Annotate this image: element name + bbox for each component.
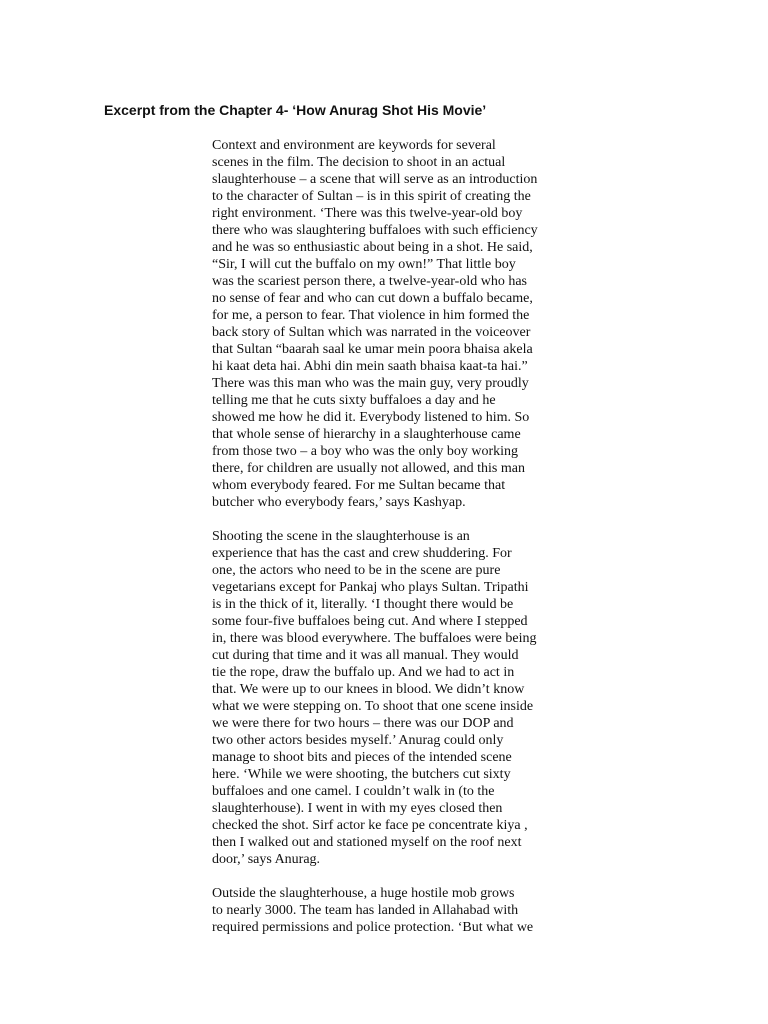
text-line: in, there was blood everywhere. The buffaloes were being bbox=[212, 631, 537, 646]
text-line: required permissions and police protection. ‘But what we bbox=[212, 920, 534, 935]
text-line: slaughterhouse – a scene that will serve as an introduction bbox=[212, 172, 538, 187]
text-line: Outside the slaughterhouse, a huge hostile mob grows bbox=[212, 886, 515, 901]
paragraph bbox=[212, 885, 582, 936]
text-line: what we were stepping on. To shoot that one scene inside bbox=[212, 699, 534, 714]
text-line: There was this man who was the main guy, very proudly bbox=[212, 376, 529, 391]
text-line: that. We were up to our knees in blood. We didn’t know bbox=[212, 682, 525, 697]
excerpt-body bbox=[212, 137, 582, 953]
text-line: from those two – a boy who was the only boy working bbox=[212, 444, 519, 459]
text-line: scenes in the film. The decision to shoot in an actual bbox=[212, 155, 506, 170]
text-line: vegetarians except for Pankaj who plays Sultan. Tripathi bbox=[212, 580, 529, 595]
text-line: Shooting the scene in the slaughterhouse is an bbox=[212, 529, 470, 544]
text-line: Context and environment are keywords for several bbox=[212, 138, 496, 153]
text-line: slaughterhouse). I went in with my eyes closed then bbox=[212, 801, 503, 816]
text-line: cut during that time and it was all manual. They would bbox=[212, 648, 519, 663]
text-line: that whole sense of hierarchy in a slaughterhouse came bbox=[212, 427, 521, 442]
text-line: there who was slaughtering buffaloes with such efficiency bbox=[212, 223, 538, 238]
text-line: right environment. ‘There was this twelve-year-old boy bbox=[212, 206, 523, 221]
text-line: for me, a person to fear. That violence in him formed the bbox=[212, 308, 530, 323]
text-line: buffaloes and one camel. I couldn’t walk in (to the bbox=[212, 784, 495, 799]
text-line: that Sultan “baarah saal ke umar mein poora bhaisa akela bbox=[212, 342, 533, 357]
text-line: back story of Sultan which was narrated in the voiceover bbox=[212, 325, 531, 340]
text-line: no sense of fear and who can cut down a buffalo became, bbox=[212, 291, 533, 306]
text-line: door,’ says Anurag. bbox=[212, 852, 321, 867]
text-line: showed me how he did it. Everybody listened to him. So bbox=[212, 410, 530, 425]
text-line: two other actors besides myself.’ Anurag could only bbox=[212, 733, 504, 748]
text-line: checked the shot. Sirf actor ke face pe concentrate kiya , bbox=[212, 818, 528, 833]
text-line: telling me that he cuts sixty buffaloes a day and he bbox=[212, 393, 496, 408]
text-line: and he was so enthusiastic about being in a shot. He said, bbox=[212, 240, 533, 255]
text-line: manage to shoot bits and pieces of the intended scene bbox=[212, 750, 512, 765]
text-line: one, the actors who need to be in the scene are pure bbox=[212, 563, 501, 578]
text-line: whom everybody feared. For me Sultan became that bbox=[212, 478, 506, 493]
text-line: tie the rope, draw the buffalo up. And we had to act in bbox=[212, 665, 515, 680]
text-line: was the scariest person there, a twelve-year-old who has bbox=[212, 274, 527, 289]
text-line: to the character of Sultan – is in this spirit of creating the bbox=[212, 189, 531, 204]
text-line: butcher who everybody fears,’ says Kashyap. bbox=[212, 495, 466, 510]
text-line: there, for children are usually not allowed, and this man bbox=[212, 461, 525, 476]
chapter-heading: Excerpt from the Chapter 4- ‘How Anurag Shot His Movie’ bbox=[104, 102, 487, 118]
text-line: hi kaat deta hai. Abhi din mein saath bhaisa kaat-ta hai.” bbox=[212, 359, 528, 374]
text-line: we were there for two hours – there was our DOP and bbox=[212, 716, 514, 731]
paragraph bbox=[212, 137, 582, 511]
text-line: some four-five buffaloes being cut. And where I stepped bbox=[212, 614, 528, 629]
text-line: “Sir, I will cut the buffalo on my own!” That little boy bbox=[212, 257, 516, 272]
paragraph bbox=[212, 528, 582, 868]
text-line: is in the thick of it, literally. ‘I thought there would be bbox=[212, 597, 514, 612]
text-line: experience that has the cast and crew shuddering. For bbox=[212, 546, 512, 561]
text-line: then I walked out and stationed myself on the roof next bbox=[212, 835, 522, 850]
text-line: to nearly 3000. The team has landed in Allahabad with bbox=[212, 903, 519, 918]
text-line: here. ‘While we were shooting, the butchers cut sixty bbox=[212, 767, 511, 782]
